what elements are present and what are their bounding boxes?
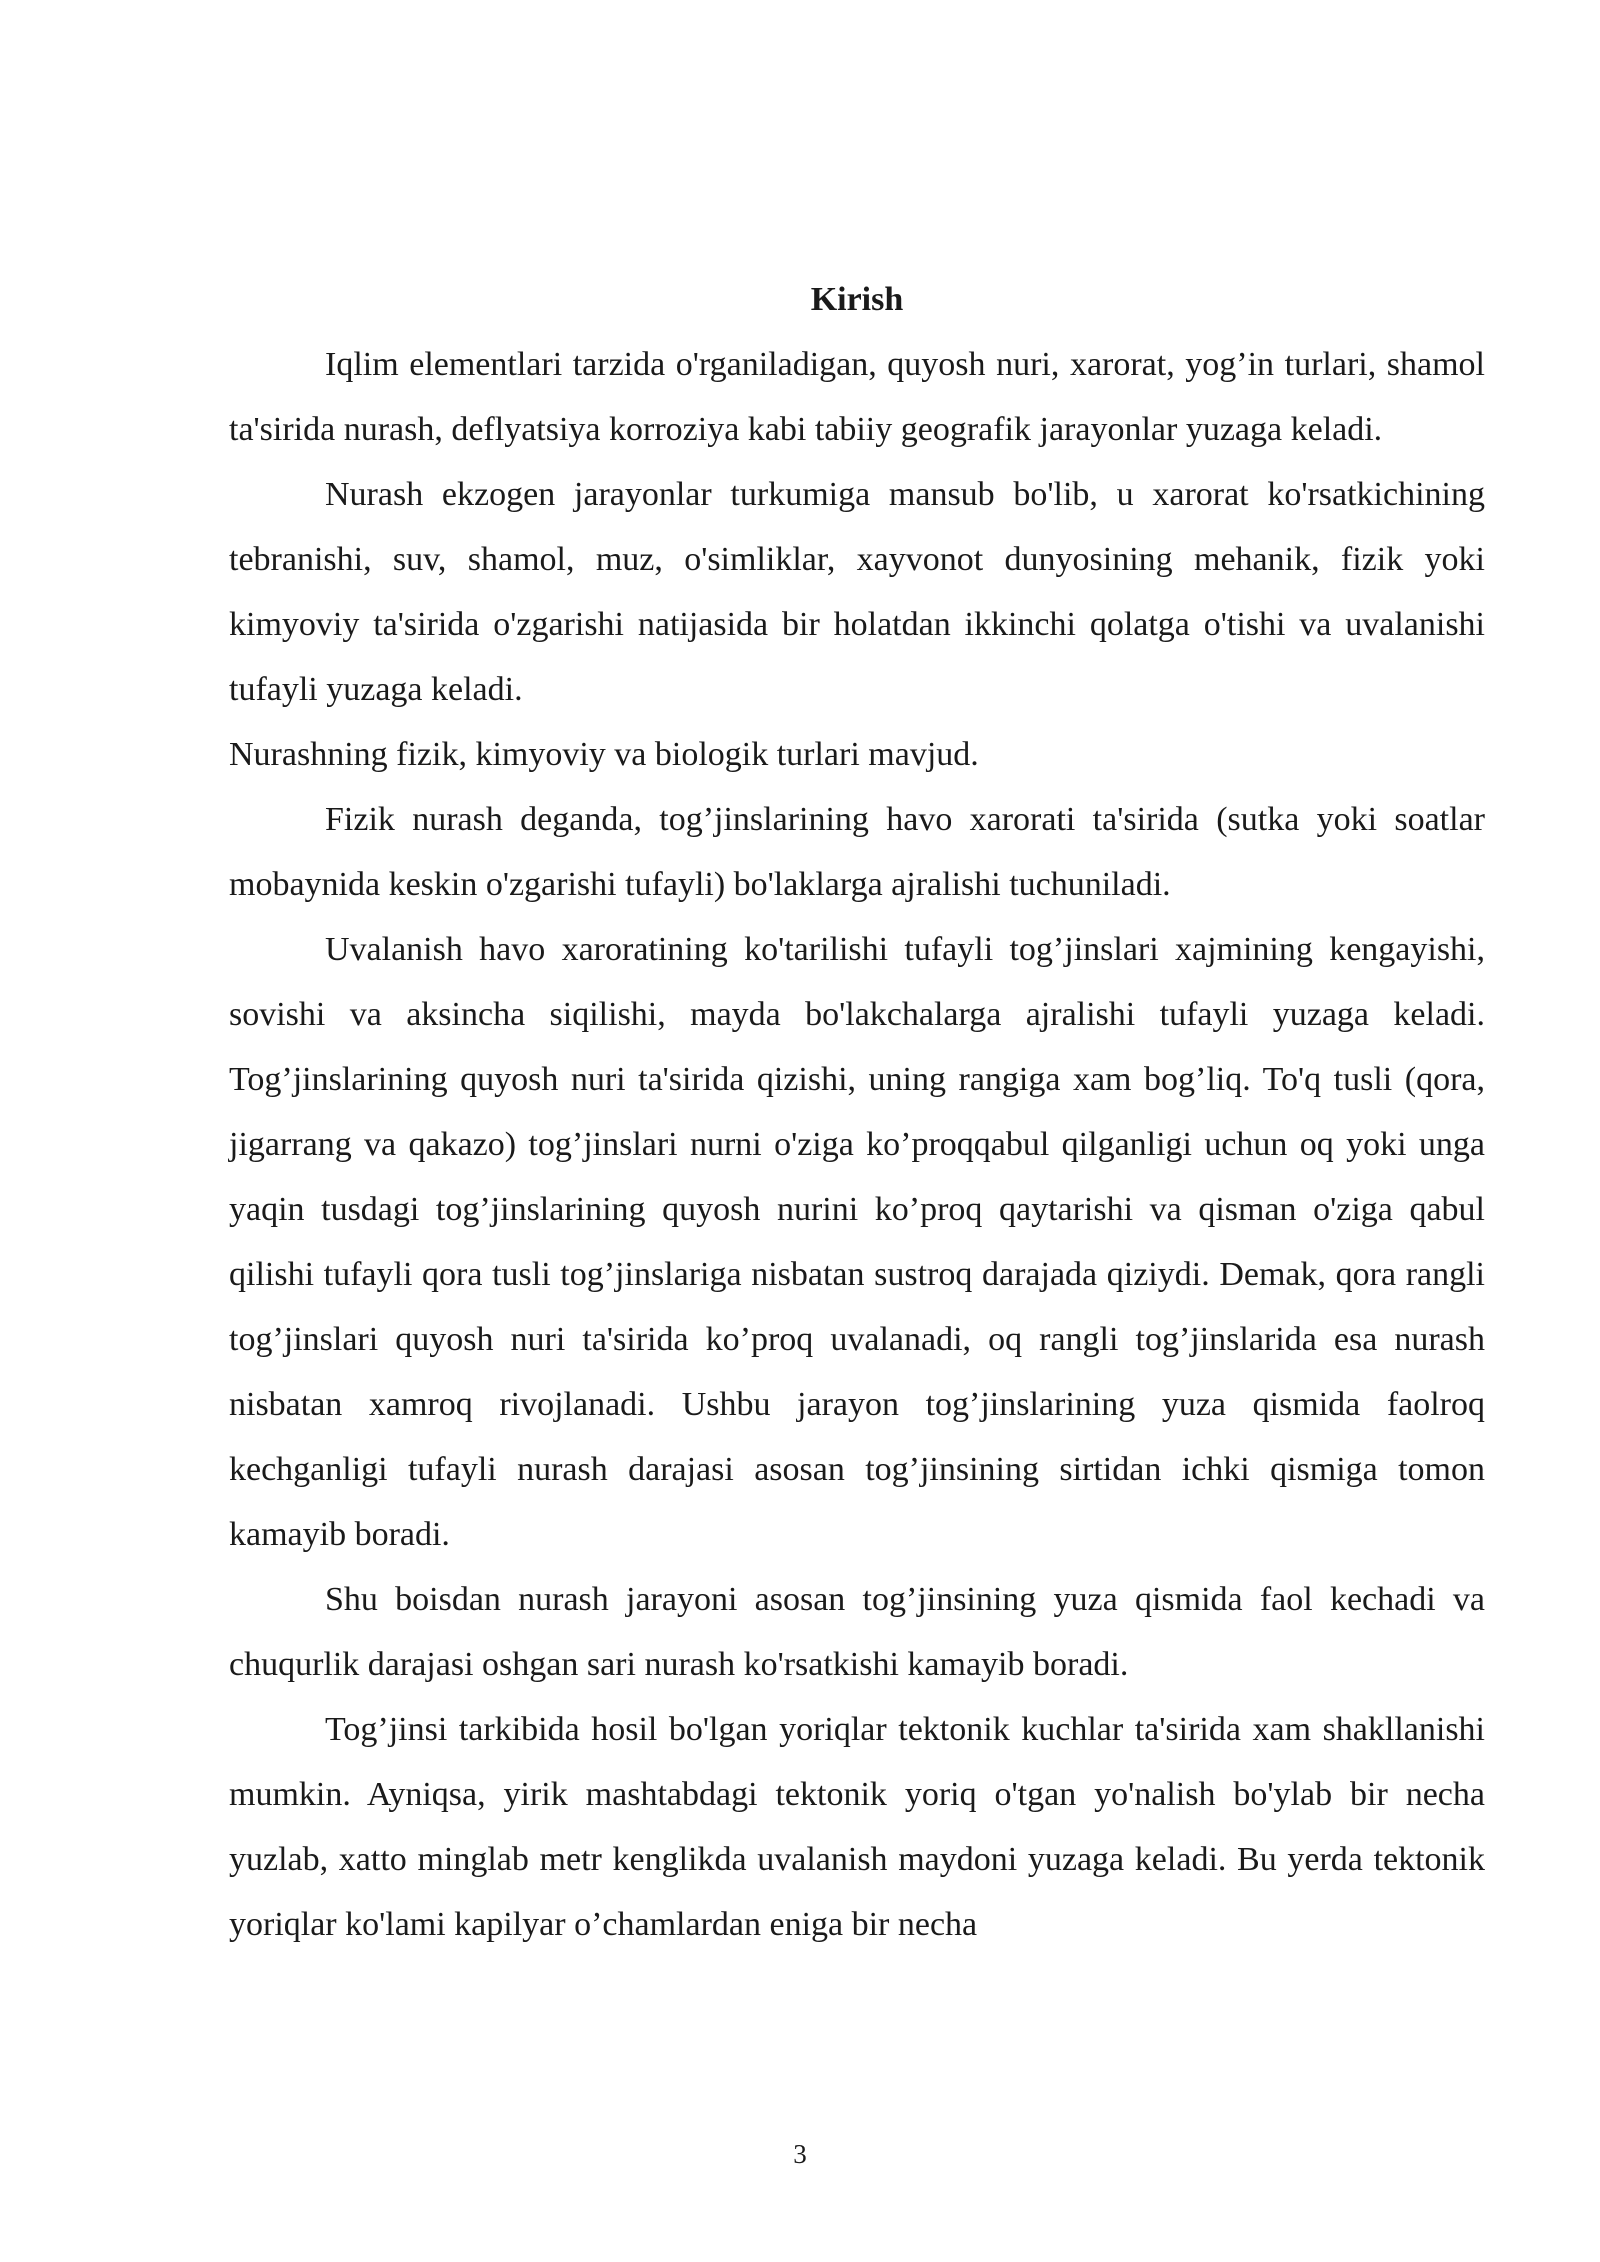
section-heading: Kirish — [810, 281, 904, 318]
page-number: 3 — [793, 2139, 807, 2169]
document-body — [229, 268, 1485, 1957]
paragraph-surface-weathering: Shu boisdan nurash jarayoni asosan tog’jinsining yuza qismida faol kechadi va chuqurlik darajasi oshgan sari nurash ko'rsatkishi kamayib boradi. — [229, 1581, 1485, 1683]
paragraph-tectonic-cracks: Tog’jinsi tarkibida hosil bo'lgan yoriqlar tektonik kuchlar ta'sirida xam shakllanishi mumkin. Ayniqsa, yirik mashtabdagi tektonik yoriq o'tgan yo'nalish bo'ylab bir necha yuzlab, xatto minglab metr kenglikda uvalanish maydoni yuzaga keladi. Bu yerda tektonik yoriqlar ko'lami kapilyar o’chamlardan eniga bir necha — [229, 1711, 1485, 1943]
paragraph-climate-elements: Iqlim elementlari tarzida o'rganiladigan, quyosh nuri, xarorat, yog’in turlari, shamol ta'sirida nurash, deflyatsiya korroziya kabi tabiiy geografik jarayonlar yuzaga keladi. — [229, 346, 1485, 448]
paragraph-crumbling: Uvalanish havo xaroratining ko'tarilishi tufayli tog’jinslari xajmining kengayishi, sovishi va aksincha siqilishi, mayda bo'lakchalarga ajralishi tufayli yuzaga keladi. Tog’jinslarining quyosh nuri ta'sirida qizishi, uning rangiga xam bog’liq. To'q tusli (qora, jigarrang va qakazo) tog’jinslari nurni o'ziga ko’proqqabul qilganligi uchun oq yoki unga yaqin tusdagi tog’jinslarining quyosh nurini ko’proq qaytarishi va qisman o'ziga qabul qilishi tufayli qora tusli tog’jinslariga nisbatan sustroq darajada qiziydi. Demak, qora rangli tog’jinslari quyosh nuri ta'sirida ko’proq uvalanadi, oq rangli tog’jinslarida esa nurash nisbatan xamroq rivojlanadi. Ushbu jarayon tog’jinslarining yuza qismida faolroq kechganligi tufayli nurash darajasi asosan tog’jinsining sirtidan ichki qismiga tomon kamayib boradi. — [229, 931, 1485, 1553]
paragraph-physical-weathering: Fizik nurash deganda, tog’jinslarining havo xarorati ta'sirida (sutka yoki soatlar mobaynida keskin o'zgarishi tufayli) bo'laklarga ajralishi tuchuniladi. — [229, 801, 1485, 903]
paragraph-weathering-types: Nurashning fizik, kimyoviy va biologik turlari mavjud. — [229, 736, 979, 773]
paragraph-weathering-definition: Nurash ekzogen jarayonlar turkumiga mansub bo'lib, u xarorat ko'rsatkichining tebranishi, suv, shamol, muz, o'simliklar, xayvonot dunyosining mehanik, fizik yoki kimyoviy ta'sirida o'zgarishi natijasida bir holatdan ikkinchi qolatga o'tishi va uvalanishi tufayli yuzaga keladi. — [229, 476, 1485, 708]
